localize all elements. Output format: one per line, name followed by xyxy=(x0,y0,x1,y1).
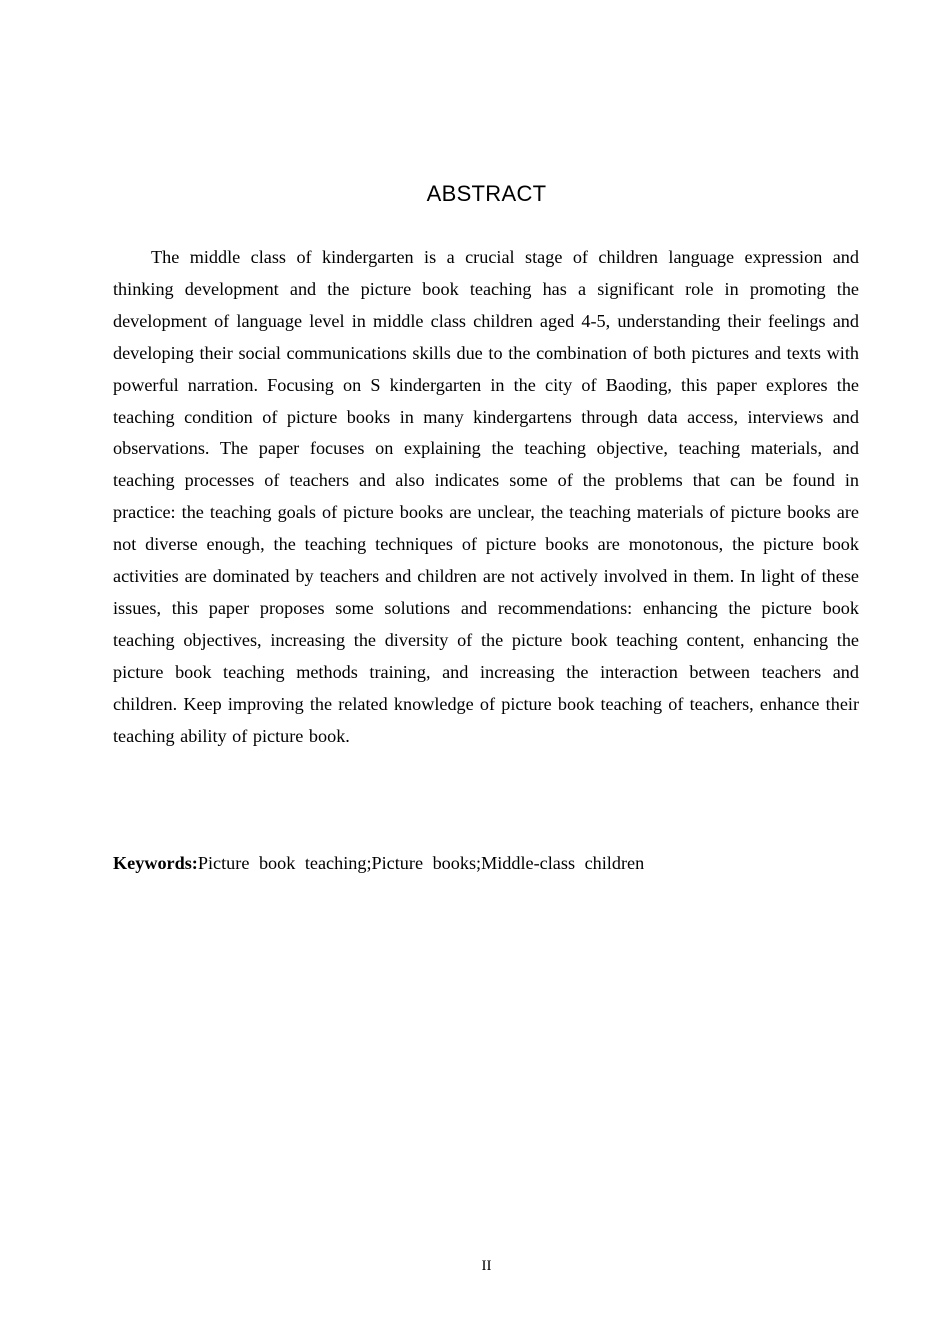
keywords-line xyxy=(113,848,859,880)
keywords-value: Picture book teaching;Picture books;Middle-class children xyxy=(197,853,645,873)
abstract-title: ABSTRACT xyxy=(426,181,547,206)
keywords-label: Keywords: xyxy=(113,853,198,873)
abstract-body: The middle class of kindergarten is a crucial stage of children language expression and thinking development and the picture book teaching has a significant role in promoting the development of language level in middle class children aged 4-5, understanding their feelings and developing their social communications skills due to the combination of both pictures and texts with powerful narration. Focusing on S kindergarten in the city of Baoding, this paper explores the teaching condition of picture books in many kindergartens through data access, interviews and observations. The paper focuses on explaining the teaching objective, teaching materials, and teaching processes of teachers and also indicates some of the problems that can be found in practice: the teaching goals of picture books are unclear, the teaching materials of picture books are not diverse enough, the teaching techniques of picture books are monotonous, the picture book activities are dominated by teachers and children are not actively involved in them. In light of these issues, this paper proposes some solutions and recommendations: enhancing the picture book teaching objectives, increasing the diversity of the picture book teaching content, enhancing the picture book teaching methods training, and increasing the interaction between teachers and children. Keep improving the related knowledge of picture book teaching of teachers, enhance their teaching ability of picture book. xyxy=(113,247,859,746)
page-number: II xyxy=(481,1258,492,1274)
